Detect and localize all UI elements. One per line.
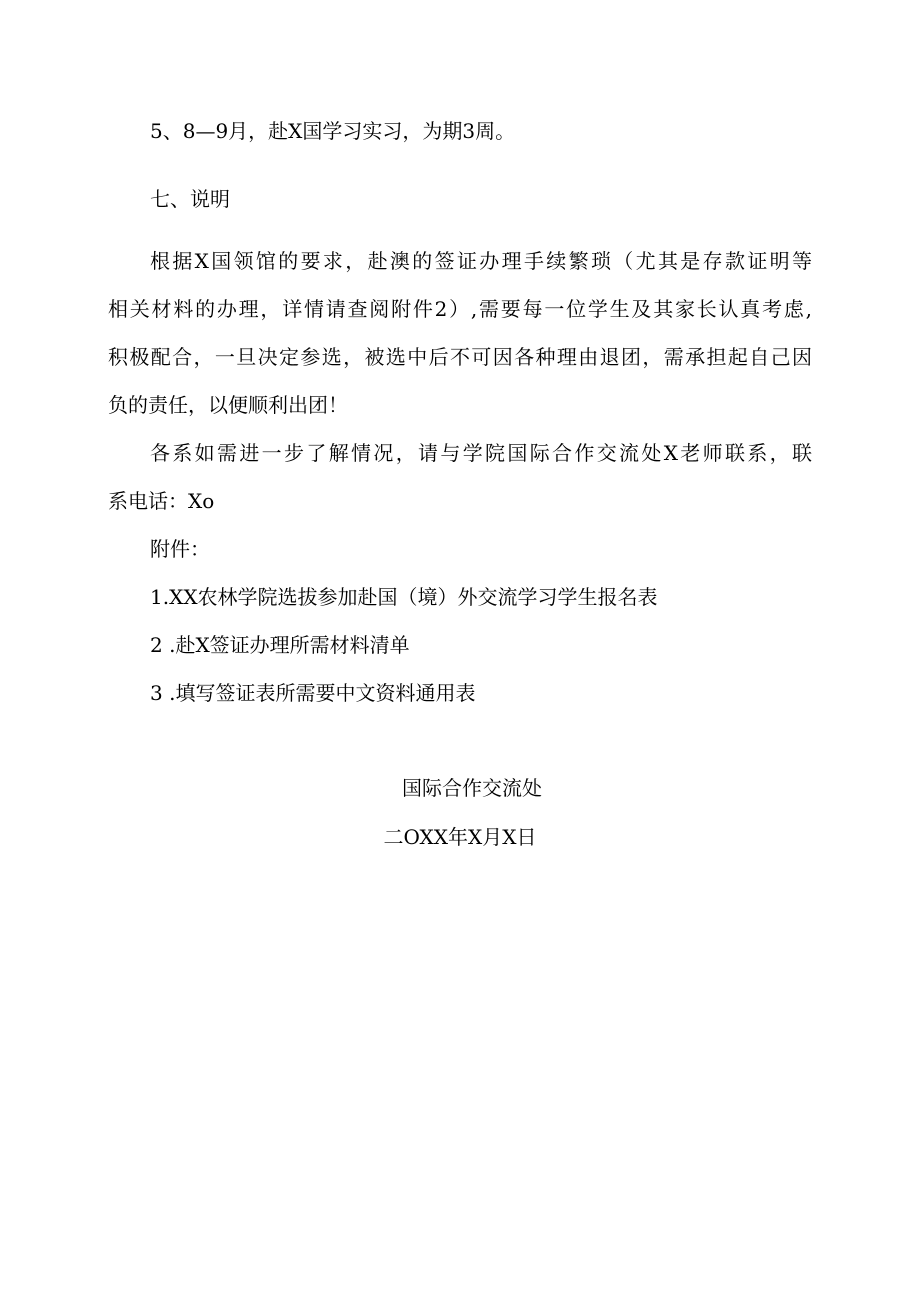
- paragraph-line: 负的责任，以便顺利出团！: [108, 393, 348, 417]
- paragraph-line: 各系如需进一步了解情况，请与学院国际合作交流处X老师联系，联: [150, 441, 812, 465]
- attachment-item: 2 .赴X签证办理所需材料清单: [150, 633, 410, 657]
- paragraph-line: 积极配合，一旦决定参选，被选中后不可因各种理由退团，需承担起自己因: [108, 345, 812, 369]
- paragraph-line: 相关材料的办理，详情请查阅附件2）,需要每一位学生及其家长认真考虑,: [108, 297, 812, 321]
- signature-date: 二OXX年X月X日: [383, 825, 537, 849]
- schedule-item-5: 5、8—9月，赴X国学习实习，为期3周。: [150, 119, 516, 143]
- attachments-label: 附件：: [150, 537, 210, 561]
- attachment-item: 1.XX农林学院选拔参加赴国（境）外交流学习学生报名表: [150, 585, 658, 609]
- section-heading: 七、说明: [150, 187, 230, 211]
- paragraph-line: 根据X国领馆的要求，赴澳的签证办理手续繁琐（尤其是存款证明等: [150, 249, 812, 273]
- paragraph-line: 系电话：Xo: [108, 489, 215, 513]
- signature-org: 国际合作交流处: [402, 776, 542, 800]
- attachment-item: 3 .填写签证表所需要中文资料通用表: [150, 681, 476, 705]
